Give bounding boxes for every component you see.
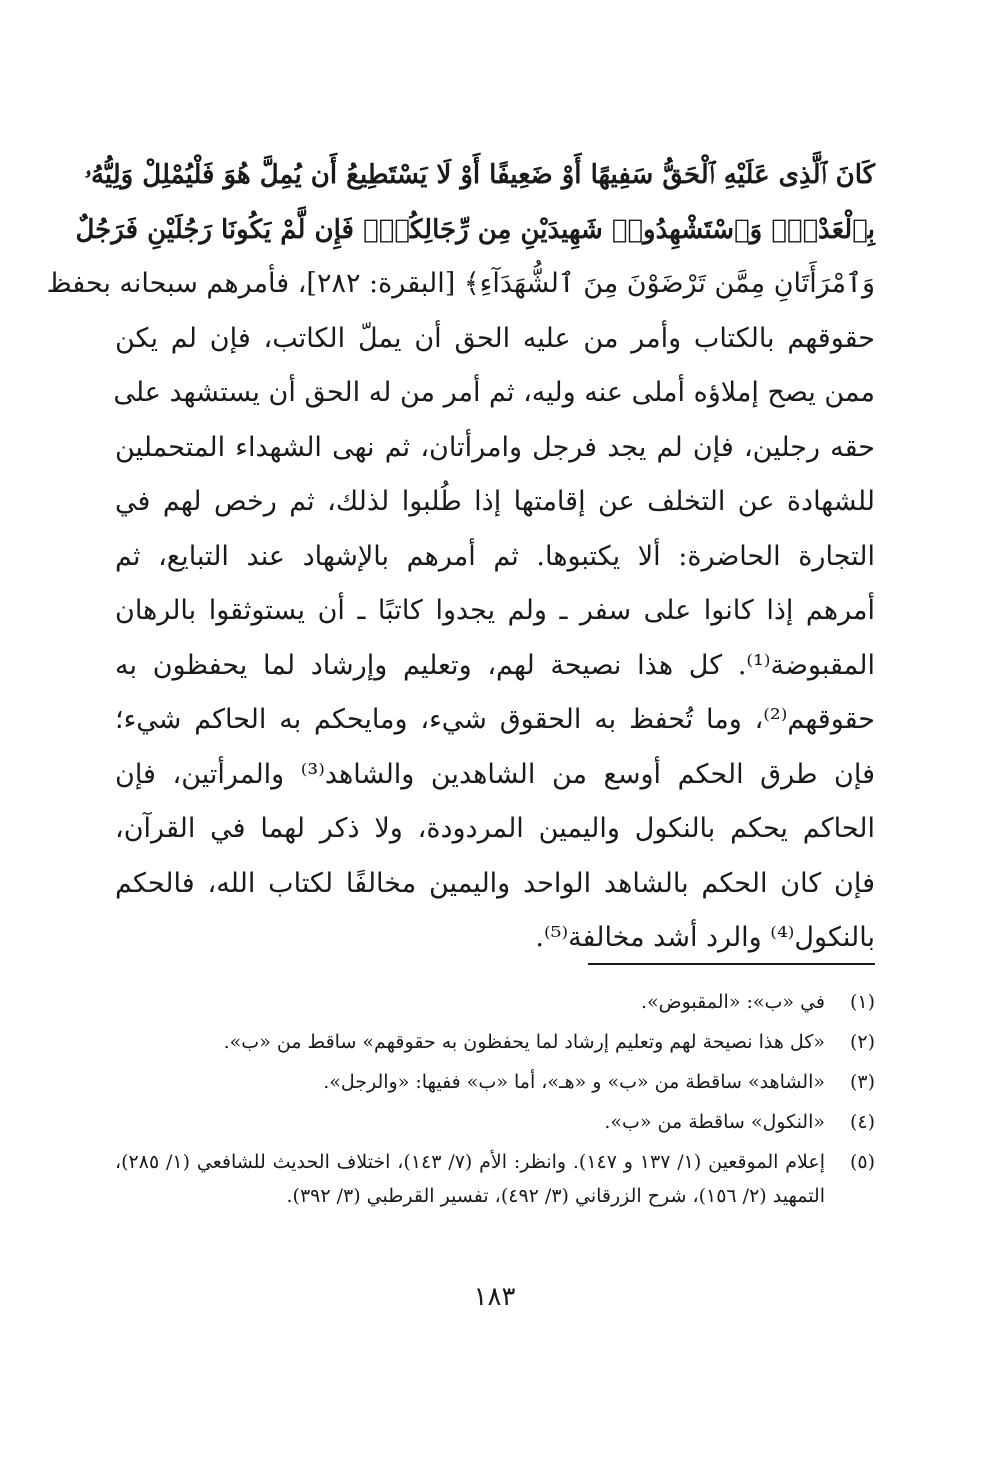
body-line-13: الحاكم يحكم بالنكول واليمين المردودة، ولا ذكر لهما في القرآن،	[115, 813, 875, 844]
body-line-1: كَانَ ٱلَّذِى عَلَيْهِ ٱلْحَقُّ سَفِيهًا أَوْ ضَعِيفًا أَوْ لَا يَسْتَطِيعُ أَن يُمِلَّ هُوَ فَلْيُمْلِلْ وَلِيُّهُۥ	[84, 160, 875, 190]
footnote-text: في «ب»: «المقبوض».	[640, 991, 825, 1013]
page-number: ١٨٣	[473, 1282, 516, 1312]
footnote-2	[115, 1025, 875, 1059]
body-line-10: المقبوضة⁽¹⁾. كل هذا نصيحة لهم، وتعليم وإرشاد لما يحفظون به	[115, 649, 875, 681]
footnotes	[115, 985, 875, 1219]
body-line-2: بِٱلْعَدْلِۚ وَٱسْتَشْهِدُوا۟ شَهِيدَيْنِ مِن رِّجَالِكُمْۖ فَإِن لَّمْ يَكُونَا رَجُلَيْنِ فَرَجُلٌ	[75, 214, 875, 245]
footnote-divider	[588, 963, 875, 965]
footnote-number: (٤)	[849, 1111, 875, 1133]
footnote-number: (٣)	[849, 1071, 875, 1093]
footnote-text: «الشاهد» ساقطة من «ب» و «هـ»، أما «ب» ففيها: «والرجل».	[323, 1071, 825, 1093]
body-text	[46, 148, 876, 966]
body-line-12: فإن طرق الحكم أوسع من الشاهدين والشاهد⁽³⁾ والمرأتين، فإن	[115, 758, 875, 790]
footnote-3	[115, 1065, 875, 1099]
body-line-7: للشهادة عن التخلف عن إقامتها إذا طُلبوا لذلك، ثم رخص لهم في	[115, 486, 875, 517]
footnote-4	[115, 1105, 875, 1139]
body-line-3: وَٱمْرَأَتَانِ مِمَّن تَرْضَوْنَ مِنَ ٱلشُّهَدَآءِ﴾ [البقرة: ٢٨٢]، فأمرهم سبحانه بحفظ	[46, 268, 875, 299]
body-line-9: أمرهم إذا كانوا على سفر ـ ولم يجدوا كاتبًا ـ أن يستوثقوا بالرهان	[115, 595, 875, 626]
body-line-11: حقوقهم⁽²⁾، وما تُحفظ به الحقوق شيء، ومايحكم به الحاكم شيء؛	[115, 704, 875, 735]
body-line-8: التجارة الحاضرة: ألا يكتبوها. ثم أمرهم بالإشهاد عند التبايع، ثم	[115, 540, 876, 572]
footnote-5	[115, 1145, 875, 1213]
footnote-text: إعلام الموقعين (١/ ١٣٧ و ١٤٧). وانظر: الأم (٧/ ١٤٣)، اختلاف الحديث للشافعي (١/ ٢٨٥)، التمهيد (٢/ ١٥٦)، شرح الزرقاني (٣/ ٤٩٢)، تفسير القرطبي (٣/ ٣٩٢).	[115, 1151, 825, 1207]
body-line-14: فإن كان الحكم بالشاهد الواحد واليمين مخالفًا لكتاب الله، فالحكم	[115, 867, 875, 899]
footnote-number: (٢)	[849, 1031, 875, 1053]
body-line-6: حقه رجلين، فإن لم يجد فرجل وامرأتان، ثم نهى الشهداء المتحملين	[115, 431, 875, 463]
body-line-4: حقوقهم بالكتاب وأمر من عليه الحق أن يملّ الكاتب، فإن لم يكن	[115, 322, 875, 354]
footnote-number: (١)	[849, 991, 875, 1013]
footnote-text: «كل هذا نصيحة لهم وتعليم إرشاد لما يحفظون به حقوقهم» ساقط من «ب».	[223, 1031, 825, 1053]
footnote-number: (٥)	[849, 1151, 875, 1173]
footnote-1	[115, 985, 875, 1019]
body-line-15: بالنكول⁽⁴⁾ والرد أشد مخالفة⁽⁵⁾.	[535, 922, 875, 953]
body-line-5: ممن يصح إملاؤه أملى عنه وليه، ثم أمر من له الحق أن يستشهد على	[113, 377, 875, 408]
footnote-text: «النكول» ساقطة من «ب».	[604, 1111, 825, 1133]
